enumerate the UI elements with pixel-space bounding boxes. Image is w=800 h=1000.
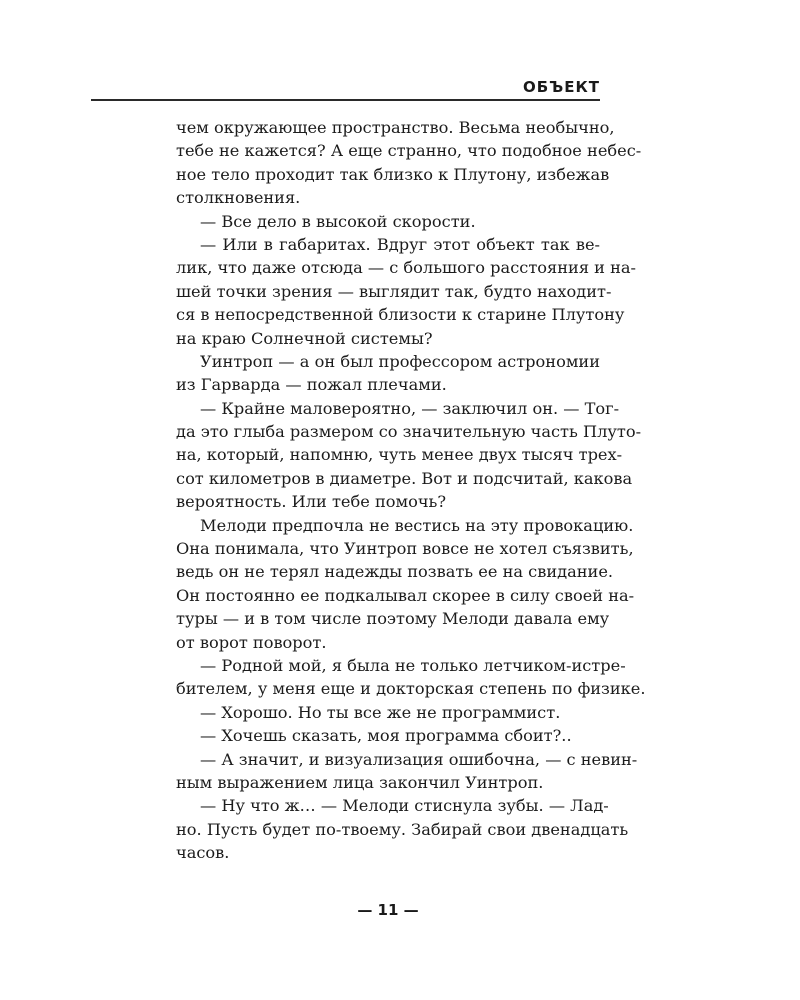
page-number: — 11 — [357,901,419,919]
text-line: — Все дело в высокой скорости. [200,211,476,231]
text-line: чем окружающее пространство. Весьма необычно, [176,118,615,137]
text-line: — А значит, и визуализация ошибочна, — с невин- [200,749,638,769]
text-line: от ворот поворот. [176,632,327,652]
text-line: — Или в габаритах. Вдруг этот объект так ве- [200,234,600,254]
header-divider [91,99,600,101]
text-line: сот километров в диаметре. Вот и подсчитай, какова [176,468,633,488]
text-line: ное тело проходит так близко к Плутону, избежав [176,164,610,184]
text-line: да это глыба размером со значительную часть Плуто- [176,422,642,442]
text-line: — Хочешь сказать, моя программа сбоит?.. [200,726,572,746]
text-line: ведь он не терял надежды позвать ее на свидание. [176,562,614,582]
text-line: на, который, напомню, чуть менее двух тысяч трех- [176,445,623,465]
text-line: туры — и в том числе поэтому Мелоди давала ему [176,609,610,629]
text-line: Уинтроп — а он был профессором астрономии [200,351,600,371]
text-line: ся в непосредственной близости к старине Плутону [176,305,625,325]
text-line: бителем, у меня еще и докторская степень по физике. [176,679,646,699]
text-line: Она понимала, что Уинтроп вовсе не хотел съязвить, [176,539,634,559]
text-line: Он постоянно ее подкалывал скорее в силу своей на- [176,585,635,605]
text-line: лик, что даже отсюда — с большого расстояния и на- [176,258,637,278]
text-line: — Хорошо. Но ты все же не программист. [200,702,561,722]
text-line: часов. [176,843,230,863]
text-line: тебе не кажется? А еще странно, что подобное небес- [176,141,642,161]
body-text [176,116,646,865]
text-line: вероятность. Или тебе помочь? [176,492,447,512]
text-line: шей точки зрения — выглядит так, будто находит- [176,281,612,301]
text-line: но. Пусть будет по-твоему. Забирай свои двенадцать [176,819,629,839]
text-line: — Крайне маловероятно, — заключил он. — Тог- [200,398,620,418]
text-line: ным выражением лица закончил Уинтроп. [176,772,544,792]
running-header-title: ОБЪЕКТ [522,78,600,96]
text-line: — Ну что ж… — Мелоди стиснула зубы. — Лад- [200,796,609,816]
text-line: — Родной мой, я была не только летчиком-истре- [200,655,626,675]
text-line: Мелоди предпочла не вестись на эту провокацию. [200,515,634,535]
text-line: столкновения. [176,188,301,208]
text-line: из Гарварда — пожал плечами. [176,375,447,395]
text-line: на краю Солнечной системы? [176,328,433,348]
